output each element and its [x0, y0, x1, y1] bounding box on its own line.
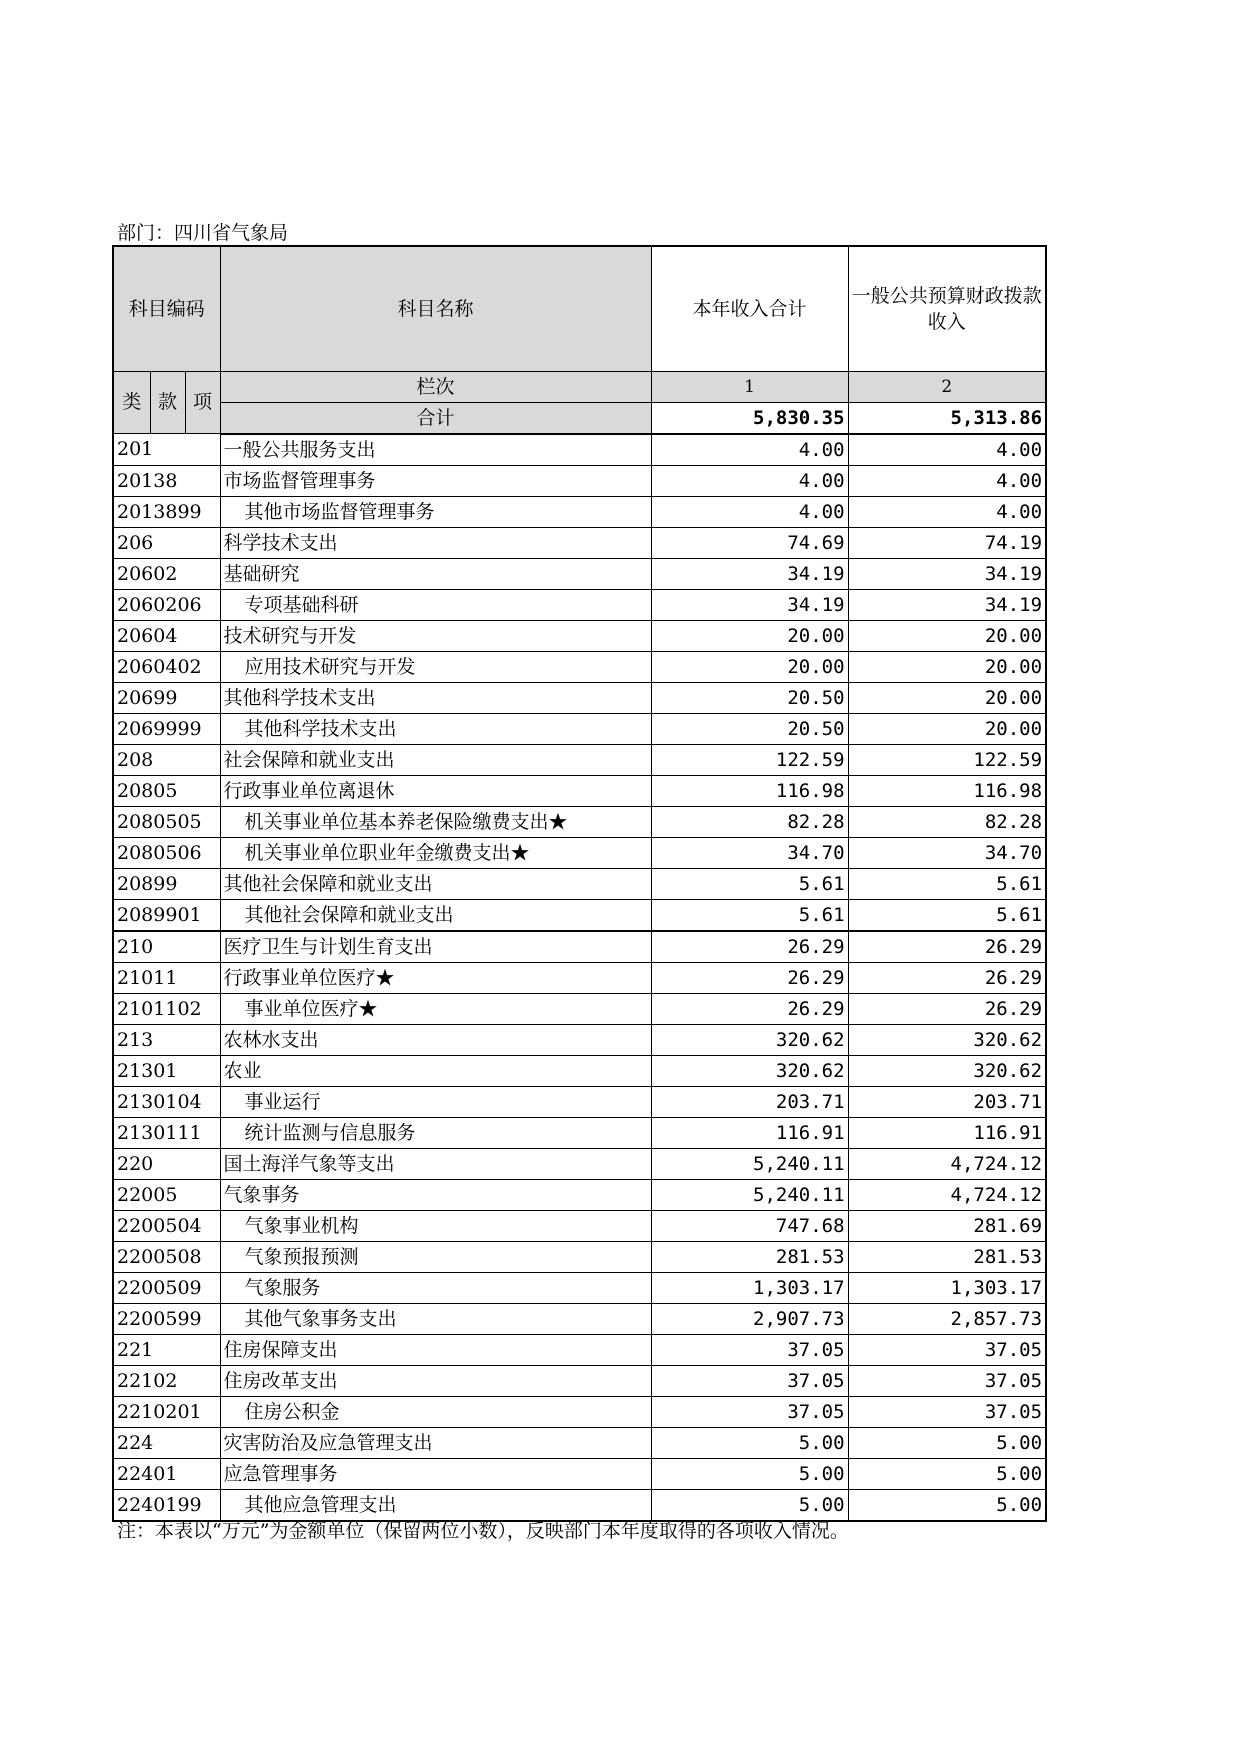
row-value-1: 122.59 [651, 744, 848, 775]
row-code: 20604 [113, 620, 220, 651]
row-value-2: 116.91 [848, 1117, 1046, 1148]
row-value-2: 320.62 [848, 1055, 1046, 1086]
header-col2: 一般公共预算财政拨款收入 [848, 246, 1046, 371]
row-code: 2200504 [113, 1210, 220, 1241]
header-col1: 本年收入合计 [651, 246, 848, 371]
row-value-2: 74.19 [848, 527, 1046, 558]
row-value-1: 4.00 [651, 465, 848, 496]
table-row [113, 775, 1046, 806]
row-value-2: 26.29 [848, 931, 1046, 963]
row-value-2: 37.05 [848, 1396, 1046, 1427]
row-name: 住房改革支出 [220, 1365, 651, 1396]
row-value-1: 20.00 [651, 620, 848, 651]
row-code: 20805 [113, 775, 220, 806]
row-code: 206 [113, 527, 220, 558]
total-label: 合计 [220, 402, 651, 434]
row-value-2: 5.61 [848, 868, 1046, 899]
header-lanci-2: 2 [848, 371, 1046, 402]
row-code: 2101102 [113, 993, 220, 1024]
row-code: 21011 [113, 962, 220, 993]
table-row [113, 1396, 1046, 1427]
table-row [113, 868, 1046, 899]
table-row [113, 682, 1046, 713]
row-name: 农业 [220, 1055, 651, 1086]
row-value-1: 116.91 [651, 1117, 848, 1148]
row-value-1: 5.61 [651, 899, 848, 931]
row-value-1: 4.00 [651, 496, 848, 527]
row-name: 机关事业单位职业年金缴费支出★ [220, 837, 651, 868]
row-value-2: 26.29 [848, 962, 1046, 993]
row-value-1: 5,240.11 [651, 1179, 848, 1210]
row-code: 2060402 [113, 651, 220, 682]
row-value-2: 281.69 [848, 1210, 1046, 1241]
table-row [113, 1179, 1046, 1210]
row-value-2: 26.29 [848, 993, 1046, 1024]
table-row [113, 993, 1046, 1024]
total-value-2: 5,313.86 [848, 402, 1046, 434]
row-value-1: 34.70 [651, 837, 848, 868]
row-value-1: 281.53 [651, 1241, 848, 1272]
row-value-2: 37.05 [848, 1365, 1046, 1396]
row-code: 20699 [113, 682, 220, 713]
row-value-2: 122.59 [848, 744, 1046, 775]
table-row [113, 1365, 1046, 1396]
header-xiang: 项 [185, 371, 220, 434]
row-code: 2089901 [113, 899, 220, 931]
row-value-1: 5.00 [651, 1427, 848, 1458]
row-value-1: 26.29 [651, 962, 848, 993]
row-name: 专项基础科研 [220, 589, 651, 620]
row-value-1: 26.29 [651, 931, 848, 963]
row-code: 2080506 [113, 837, 220, 868]
row-code: 2060206 [113, 589, 220, 620]
row-value-1: 20.50 [651, 682, 848, 713]
row-name: 行政事业单位离退休 [220, 775, 651, 806]
row-name: 社会保障和就业支出 [220, 744, 651, 775]
row-name: 应急管理事务 [220, 1458, 651, 1489]
table-row [113, 1055, 1046, 1086]
row-name: 医疗卫生与计划生育支出 [220, 931, 651, 963]
row-code: 2210201 [113, 1396, 220, 1427]
row-code: 22005 [113, 1179, 220, 1210]
header-lanci-1: 1 [651, 371, 848, 402]
table-row [113, 1427, 1046, 1458]
row-value-1: 320.62 [651, 1055, 848, 1086]
row-name: 住房公积金 [220, 1396, 651, 1427]
table-row [113, 651, 1046, 682]
row-value-1: 747.68 [651, 1210, 848, 1241]
row-value-1: 5.61 [651, 868, 848, 899]
row-value-2: 4.00 [848, 465, 1046, 496]
row-value-1: 5.00 [651, 1489, 848, 1521]
row-name: 其他科学技术支出 [220, 682, 651, 713]
row-value-2: 2,857.73 [848, 1303, 1046, 1334]
row-value-2: 5.00 [848, 1458, 1046, 1489]
row-code: 2080505 [113, 806, 220, 837]
row-code: 2240199 [113, 1489, 220, 1521]
table-row [113, 1303, 1046, 1334]
row-value-1: 203.71 [651, 1086, 848, 1117]
row-value-1: 4.00 [651, 434, 848, 466]
table-row [113, 1489, 1046, 1521]
table-row [113, 527, 1046, 558]
table-row [113, 434, 1046, 466]
total-row [113, 402, 1046, 434]
table-row [113, 713, 1046, 744]
row-name: 住房保障支出 [220, 1334, 651, 1365]
row-name: 灾害防治及应急管理支出 [220, 1427, 651, 1458]
row-value-1: 320.62 [651, 1024, 848, 1055]
row-value-2: 20.00 [848, 682, 1046, 713]
table-row [113, 1272, 1046, 1303]
row-value-1: 2,907.73 [651, 1303, 848, 1334]
header-lei: 类 [113, 371, 150, 434]
row-value-2: 320.62 [848, 1024, 1046, 1055]
table-row [113, 589, 1046, 620]
row-name: 行政事业单位医疗★ [220, 962, 651, 993]
row-value-2: 5.00 [848, 1427, 1046, 1458]
row-value-1: 74.69 [651, 527, 848, 558]
row-code: 20899 [113, 868, 220, 899]
row-value-2: 20.00 [848, 713, 1046, 744]
row-code: 22401 [113, 1458, 220, 1489]
department-label: 部门：四川省气象局 [117, 222, 289, 244]
row-name: 气象服务 [220, 1272, 651, 1303]
row-code: 2200508 [113, 1241, 220, 1272]
row-code: 2200509 [113, 1272, 220, 1303]
row-value-2: 203.71 [848, 1086, 1046, 1117]
table-row [113, 899, 1046, 931]
row-value-1: 37.05 [651, 1365, 848, 1396]
row-code: 224 [113, 1427, 220, 1458]
row-value-1: 1,303.17 [651, 1272, 848, 1303]
row-name: 应用技术研究与开发 [220, 651, 651, 682]
row-code: 208 [113, 744, 220, 775]
table-row [113, 558, 1046, 589]
table-row [113, 931, 1046, 963]
row-name: 其他社会保障和就业支出 [220, 899, 651, 931]
row-value-1: 5.00 [651, 1458, 848, 1489]
row-value-2: 4,724.12 [848, 1179, 1046, 1210]
table-row [113, 620, 1046, 651]
row-value-1: 37.05 [651, 1334, 848, 1365]
row-value-2: 34.19 [848, 589, 1046, 620]
row-value-1: 34.19 [651, 558, 848, 589]
row-name: 其他市场监督管理事务 [220, 496, 651, 527]
row-value-1: 5,240.11 [651, 1148, 848, 1179]
row-code: 2069999 [113, 713, 220, 744]
header-lanci: 栏次 [220, 371, 651, 402]
row-value-2: 5.61 [848, 899, 1046, 931]
row-name: 基础研究 [220, 558, 651, 589]
table-row [113, 1086, 1046, 1117]
row-name: 其他社会保障和就业支出 [220, 868, 651, 899]
table-row [113, 1148, 1046, 1179]
table-row [113, 1210, 1046, 1241]
table-row [113, 1458, 1046, 1489]
row-name: 科学技术支出 [220, 527, 651, 558]
row-name: 一般公共服务支出 [220, 434, 651, 466]
row-value-1: 34.19 [651, 589, 848, 620]
row-value-2: 37.05 [848, 1334, 1046, 1365]
row-value-2: 281.53 [848, 1241, 1046, 1272]
row-value-2: 4.00 [848, 496, 1046, 527]
row-code: 2130111 [113, 1117, 220, 1148]
table-row [113, 496, 1046, 527]
row-name: 其他科学技术支出 [220, 713, 651, 744]
row-code: 210 [113, 931, 220, 963]
row-code: 2200599 [113, 1303, 220, 1334]
lanci-row [113, 371, 1046, 402]
table-row [113, 465, 1046, 496]
row-name: 其他气象事务支出 [220, 1303, 651, 1334]
row-value-2: 5.00 [848, 1489, 1046, 1521]
row-value-2: 20.00 [848, 620, 1046, 651]
row-value-1: 26.29 [651, 993, 848, 1024]
row-code: 213 [113, 1024, 220, 1055]
row-value-1: 20.50 [651, 713, 848, 744]
row-value-2: 20.00 [848, 651, 1046, 682]
row-code: 20602 [113, 558, 220, 589]
table-row [113, 1117, 1046, 1148]
row-name: 技术研究与开发 [220, 620, 651, 651]
footnote: 注：本表以“万元”为金额单位（保留两位小数），反映部门本年度取得的各项收入情况。 [117, 1520, 849, 1542]
income-table [112, 245, 1047, 1522]
row-code: 2130104 [113, 1086, 220, 1117]
row-code: 221 [113, 1334, 220, 1365]
row-name: 统计监测与信息服务 [220, 1117, 651, 1148]
header-code-group: 科目编码 [113, 246, 220, 371]
row-name: 农林水支出 [220, 1024, 651, 1055]
row-name: 气象预报预测 [220, 1241, 651, 1272]
row-value-2: 34.19 [848, 558, 1046, 589]
row-code: 22102 [113, 1365, 220, 1396]
table-row [113, 1334, 1046, 1365]
row-value-2: 4.00 [848, 434, 1046, 466]
row-code: 201 [113, 434, 220, 466]
row-name: 事业运行 [220, 1086, 651, 1117]
row-value-1: 82.28 [651, 806, 848, 837]
table-row [113, 962, 1046, 993]
row-name: 市场监督管理事务 [220, 465, 651, 496]
total-value-1: 5,830.35 [651, 402, 848, 434]
row-name: 事业单位医疗★ [220, 993, 651, 1024]
row-name: 机关事业单位基本养老保险缴费支出★ [220, 806, 651, 837]
row-code: 21301 [113, 1055, 220, 1086]
row-value-1: 116.98 [651, 775, 848, 806]
row-code: 2013899 [113, 496, 220, 527]
row-value-2: 116.98 [848, 775, 1046, 806]
table-row [113, 1024, 1046, 1055]
table-row [113, 837, 1046, 868]
row-name: 气象事业机构 [220, 1210, 651, 1241]
row-code: 220 [113, 1148, 220, 1179]
row-value-2: 34.70 [848, 837, 1046, 868]
table-row [113, 1241, 1046, 1272]
row-name: 国土海洋气象等支出 [220, 1148, 651, 1179]
header-row [113, 246, 1046, 371]
row-value-1: 37.05 [651, 1396, 848, 1427]
row-value-2: 4,724.12 [848, 1148, 1046, 1179]
header-name: 科目名称 [220, 246, 651, 371]
header-kuan: 款 [150, 371, 185, 434]
row-value-2: 82.28 [848, 806, 1046, 837]
row-name: 其他应急管理支出 [220, 1489, 651, 1521]
table-row [113, 806, 1046, 837]
row-value-1: 20.00 [651, 651, 848, 682]
table-row [113, 744, 1046, 775]
row-name: 气象事务 [220, 1179, 651, 1210]
row-code: 20138 [113, 465, 220, 496]
row-value-2: 1,303.17 [848, 1272, 1046, 1303]
